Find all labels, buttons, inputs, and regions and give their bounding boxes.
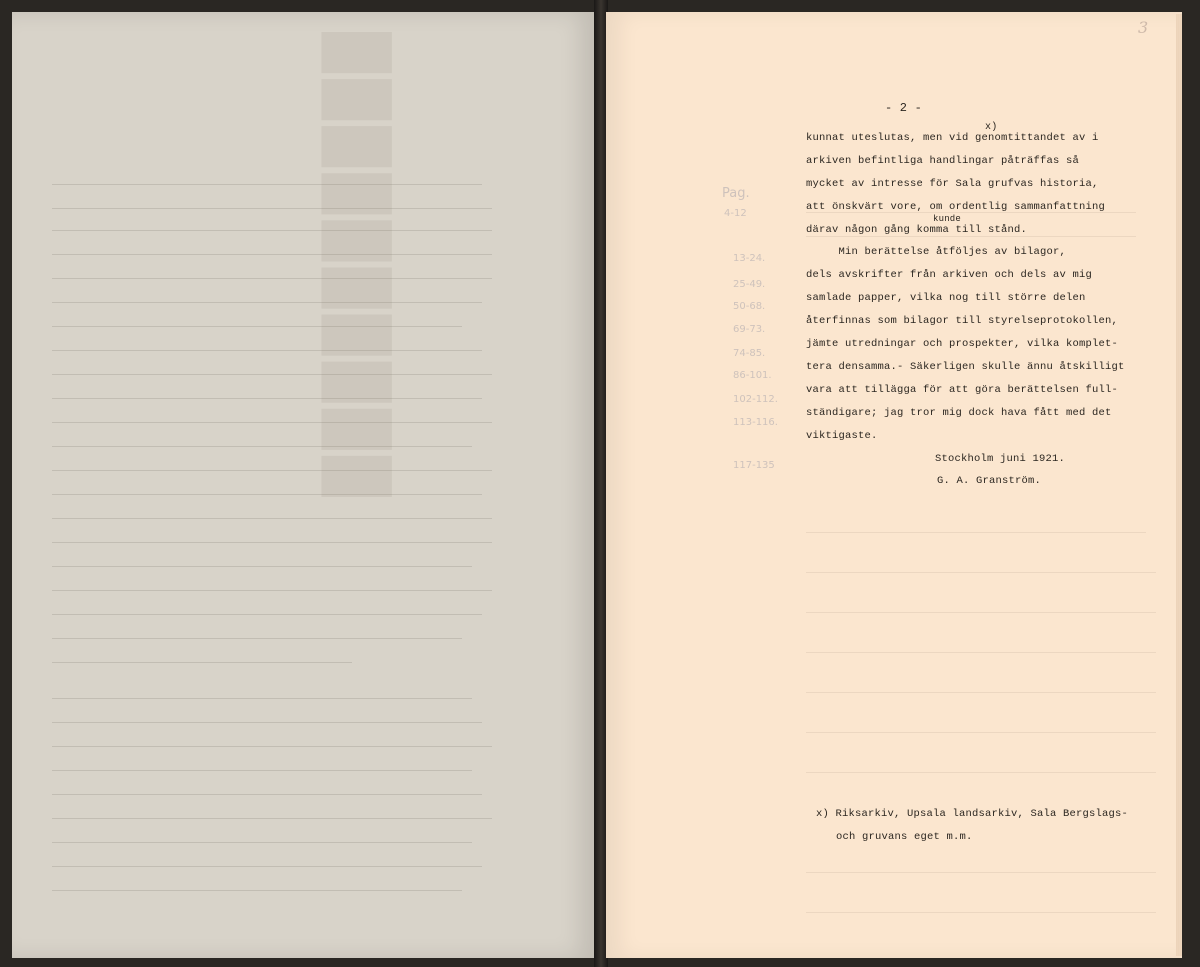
margin-note: 25-49. [733, 279, 766, 290]
page-edge [1176, 14, 1182, 956]
margin-note: 4-12 [724, 208, 747, 219]
signature-name: G. A. Granström. [937, 475, 1042, 487]
bleed-through-heading: ██████████ [326, 32, 391, 503]
body-line: viktigaste. [806, 430, 878, 442]
margin-note: 102-112. [733, 394, 778, 405]
margin-note: 13-24. [733, 253, 766, 264]
signature-place-date: Stockholm juni 1921. [935, 453, 1066, 465]
margin-note: 50-68. [733, 301, 766, 312]
body-line: återfinnas som bilagor till styrelseprotokollen, [806, 315, 1119, 327]
body-line: därav någon gång komma till stånd. [806, 224, 1028, 236]
footnote-line: och gruvans eget m.m. [836, 831, 973, 843]
body-line: arkiven befintliga handlingar påträffas så [806, 155, 1080, 167]
corner-folio-mark: 3 [1138, 18, 1149, 37]
left-page-verso [12, 12, 594, 958]
body-line: samlade papper, vilka nog till större delen [806, 292, 1086, 304]
margin-note: 117-135 [733, 460, 775, 471]
margin-note: Pag. [722, 186, 750, 201]
margin-note: 86-101. [733, 370, 772, 381]
body-line: Min berättelse åtföljes av bilagor, [806, 246, 1067, 258]
handwritten-insertion: kunde [933, 214, 962, 224]
page-number: - 2 - [885, 101, 923, 115]
body-line: tera densamma.- Säkerligen skulle ännu åtskilligt [806, 361, 1125, 373]
margin-note: 69-73. [733, 324, 766, 335]
footnote-line: x) Riksarkiv, Upsala landsarkiv, Sala Bergslags- [816, 808, 1129, 820]
body-line: ständigare; jag tror mig dock hava fått med det [806, 407, 1112, 419]
body-line: vara att tillägga för att göra berättelsen full- [806, 384, 1119, 396]
body-line: kunnat uteslutas, men vid genomtittandet av i [806, 132, 1099, 144]
body-line: dels avskrifter från arkiven och dels av mig [806, 269, 1093, 281]
margin-note: 74-85. [733, 348, 766, 359]
margin-note: 113-116. [733, 417, 778, 428]
body-line: jämte utredningar och prospekter, vilka komplet- [806, 338, 1119, 350]
body-line: mycket av intresse för Sala grufvas historia, [806, 178, 1099, 190]
body-line: att önskvärt vore, om ordentlig sammanfattning [806, 201, 1106, 213]
footnote-reference: x) [985, 122, 998, 133]
